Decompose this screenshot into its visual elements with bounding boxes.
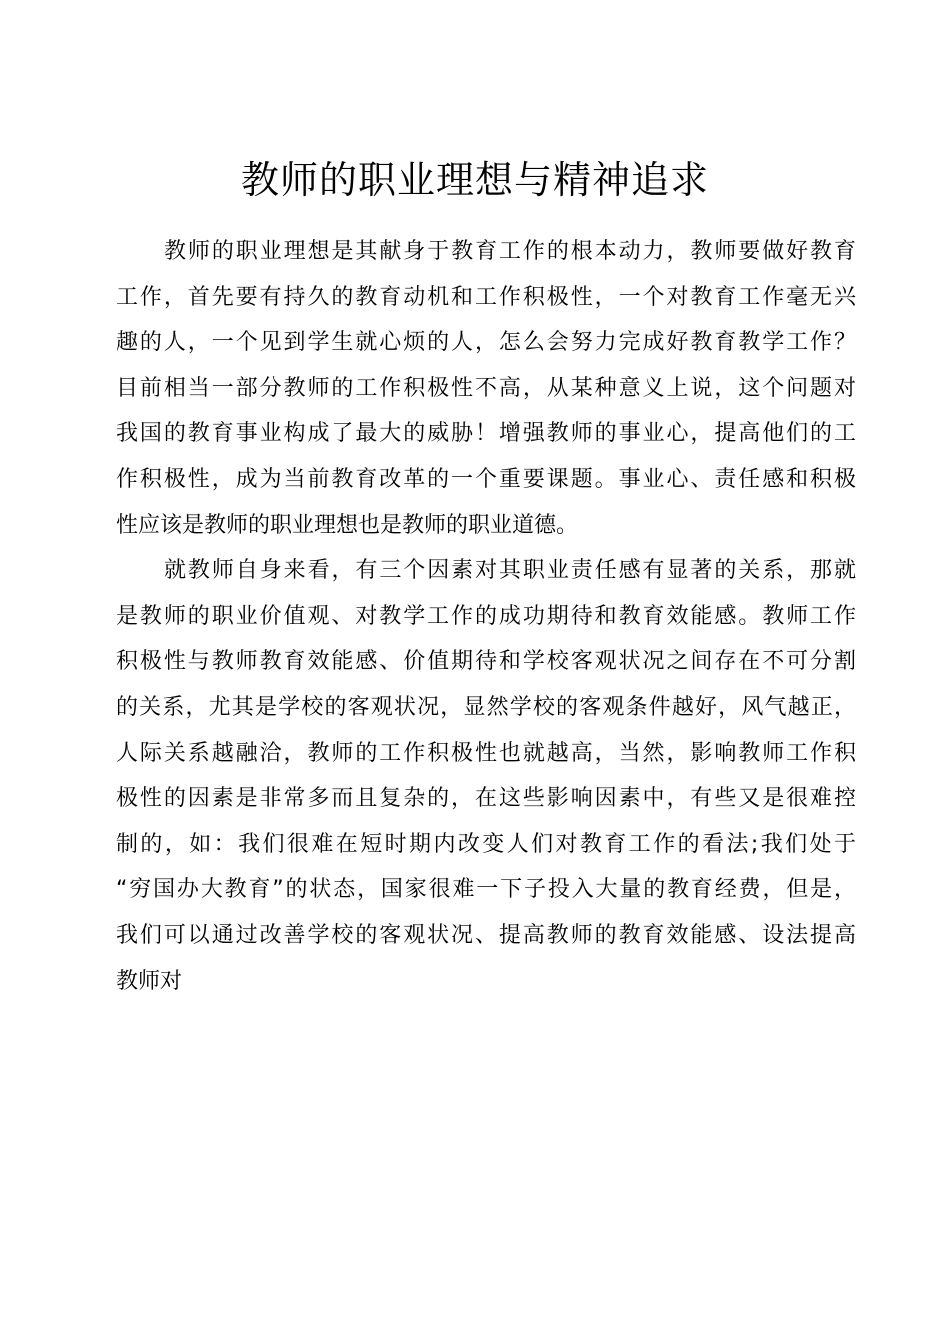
paragraph-line: 积极性与教师教育效能感、价值期待和学校客观状况之间存在不可分割 [116,649,856,675]
paragraph-line: 作积极性，成为当前教育改革的一个重要课题。事业心、责任感和积极 [116,466,856,492]
paragraph-line: 教师对 [116,968,183,994]
paragraph-line: 趣的人，一个见到学生就心烦的人，怎么会努力完成好教育教学工作？ [116,330,856,356]
document-body [116,229,856,1004]
paragraph-line: 教师的职业理想是其献身于教育工作的根本动力，教师要做好教育 [164,239,856,264]
paragraph-line: 我国的教育事业构成了最大的威胁！增强教师的事业心，提高他们的工 [116,421,856,447]
paragraph-line: 工作，首先要有持久的教育动机和工作积极性，一个对教育工作毫无兴 [116,284,856,310]
document-title: 教师的职业理想与精神追求 [240,158,709,202]
paragraph-line: 的关系，尤其是学校的客观状况，显然学校的客观条件越好，风气越正， [116,694,856,720]
paragraph-line: 目前相当一部分教师的工作积极性不高，从某种意义上说，这个问题对 [116,375,856,401]
paragraph-line: 制的，如：我们很难在短时期内改变人们对教育工作的看法;我们处于 [116,831,856,857]
paragraph-line: 我们可以通过改善学校的客观状况、提高教师的教育效能感、设法提高 [116,922,856,948]
paragraph-line: “穷国办大教育”的状态，国家很难一下子投入大量的教育经费，但是， [116,877,856,903]
paragraph-line: 就教师自身来看，有三个因素对其职业责任感有显著的关系，那就 [164,558,856,584]
paragraph-1 [116,229,856,548]
paragraph-line: 性应该是教师的职业理想也是教师的职业道德。 [116,512,579,538]
paragraph-line: 人际关系越融洽，教师的工作积极性也就越高，当然，影响教师工作积 [116,740,856,766]
paragraph-line: 是教师的职业价值观、对教学工作的成功期待和教育效能感。教师工作 [116,603,856,629]
paragraph-line: 极性的因素是非常多而且复杂的，在这些影响因素中，有些又是很难控 [116,786,856,812]
paragraph-2 [116,548,856,1004]
